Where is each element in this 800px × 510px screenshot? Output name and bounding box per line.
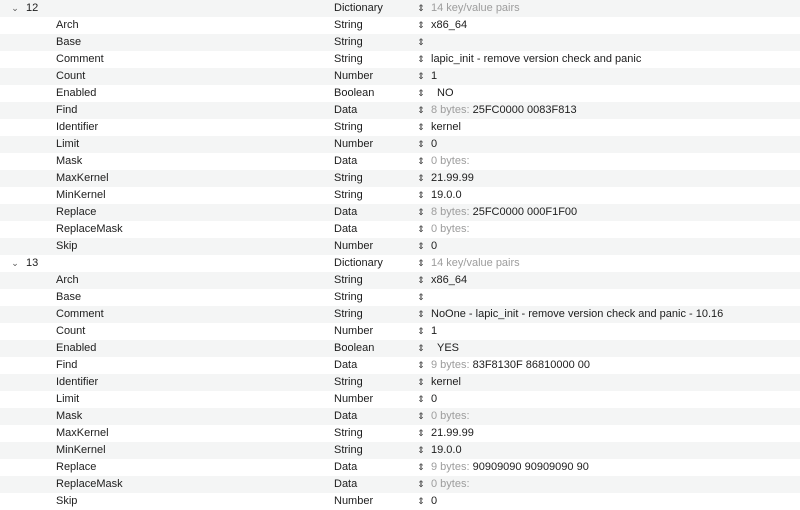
value-text: kernel bbox=[431, 121, 461, 133]
up-down-stepper-icon[interactable]: ⇕ bbox=[417, 292, 425, 302]
up-down-stepper-icon[interactable]: ⇕ bbox=[417, 394, 425, 404]
value-cell[interactable] bbox=[416, 272, 467, 289]
type-cell[interactable]: Number bbox=[334, 325, 374, 337]
key-cell[interactable] bbox=[0, 187, 106, 204]
entry-row[interactable] bbox=[0, 238, 800, 255]
value-cell[interactable] bbox=[416, 238, 437, 255]
value-summary: 14 key/value pairs bbox=[431, 2, 520, 14]
key-cell[interactable] bbox=[0, 34, 81, 51]
entry-row[interactable] bbox=[0, 17, 800, 34]
value-cell[interactable] bbox=[416, 170, 474, 187]
entry-row[interactable] bbox=[0, 136, 800, 153]
type-cell[interactable]: String bbox=[334, 308, 363, 320]
up-down-stepper-icon[interactable]: ⇕ bbox=[417, 445, 425, 455]
entry-row[interactable] bbox=[0, 442, 800, 459]
value-cell[interactable] bbox=[416, 102, 577, 119]
type-cell[interactable]: Data bbox=[334, 410, 358, 422]
type-cell[interactable]: Number bbox=[334, 495, 374, 507]
value-summary: 0 bytes: bbox=[431, 155, 470, 167]
value-cell[interactable] bbox=[416, 442, 462, 459]
entry-row[interactable] bbox=[0, 119, 800, 136]
entry-row[interactable] bbox=[0, 102, 800, 119]
up-down-stepper-icon[interactable]: ⇕ bbox=[417, 71, 425, 81]
key-cell[interactable] bbox=[0, 323, 85, 340]
up-down-stepper-icon[interactable]: ⇕ bbox=[417, 105, 425, 115]
up-down-stepper-icon[interactable]: ⇕ bbox=[417, 309, 425, 319]
value-text: 21.99.99 bbox=[431, 427, 474, 439]
type-cell[interactable]: String bbox=[334, 36, 363, 48]
disclosure-chevron-icon[interactable]: ⌄ bbox=[11, 258, 19, 268]
up-down-stepper-icon[interactable]: ⇕ bbox=[417, 360, 425, 370]
dictionary-row[interactable] bbox=[0, 0, 800, 17]
type-cell[interactable]: Number bbox=[334, 240, 374, 252]
up-down-stepper-icon[interactable]: ⇕ bbox=[417, 3, 425, 13]
type-cell[interactable]: String bbox=[334, 19, 363, 31]
up-down-stepper-icon[interactable]: ⇕ bbox=[417, 428, 425, 438]
entry-row[interactable] bbox=[0, 34, 800, 51]
key-cell[interactable] bbox=[0, 0, 38, 17]
type-cell[interactable]: String bbox=[334, 444, 363, 456]
entry-row[interactable] bbox=[0, 476, 800, 493]
up-down-stepper-icon[interactable]: ⇕ bbox=[417, 37, 425, 47]
type-cell[interactable]: Data bbox=[334, 155, 358, 167]
value-text: 25FC0000 000F1F00 bbox=[472, 206, 578, 218]
key-label: MinKernel bbox=[56, 189, 106, 201]
key-cell[interactable] bbox=[0, 255, 38, 272]
key-label: MinKernel bbox=[56, 444, 106, 456]
value-text: 25FC0000 0083F813 bbox=[472, 104, 577, 116]
entry-row[interactable] bbox=[0, 323, 800, 340]
key-label: Find bbox=[56, 104, 78, 116]
key-label: Base bbox=[56, 291, 82, 303]
value-cell[interactable] bbox=[416, 255, 520, 272]
key-label: Count bbox=[56, 325, 86, 337]
value-cell[interactable] bbox=[416, 340, 459, 357]
entry-row[interactable] bbox=[0, 85, 800, 102]
value-cell[interactable] bbox=[416, 204, 577, 221]
value-cell[interactable] bbox=[416, 408, 470, 425]
type-cell[interactable]: String bbox=[334, 427, 363, 439]
key-label: Mask bbox=[56, 410, 83, 422]
up-down-stepper-icon[interactable]: ⇕ bbox=[417, 54, 425, 64]
value-text: 19.0.0 bbox=[431, 189, 462, 201]
entry-row[interactable] bbox=[0, 340, 800, 357]
type-cell[interactable]: Data bbox=[334, 223, 358, 235]
entry-row[interactable] bbox=[0, 153, 800, 170]
type-cell[interactable]: String bbox=[334, 274, 363, 286]
entry-row[interactable] bbox=[0, 493, 800, 510]
disclosure-chevron-icon[interactable]: ⌄ bbox=[11, 3, 19, 13]
up-down-stepper-icon[interactable]: ⇕ bbox=[417, 190, 425, 200]
value-text: 90909090 90909090 90 bbox=[472, 461, 589, 473]
type-cell[interactable]: Data bbox=[334, 461, 358, 473]
key-label: Replace bbox=[56, 461, 97, 473]
value-cell[interactable] bbox=[416, 17, 467, 34]
up-down-stepper-icon[interactable]: ⇕ bbox=[417, 496, 425, 506]
type-cell[interactable]: Boolean bbox=[334, 342, 375, 354]
key-label: Arch bbox=[56, 274, 79, 286]
value-cell[interactable] bbox=[416, 306, 723, 323]
type-cell[interactable]: String bbox=[334, 53, 363, 65]
value-cell[interactable] bbox=[416, 459, 589, 476]
key-cell[interactable] bbox=[0, 238, 77, 255]
value-cell[interactable] bbox=[416, 357, 590, 374]
entry-row[interactable] bbox=[0, 170, 800, 187]
value-text: x86_64 bbox=[431, 19, 468, 31]
value-text: 0 bbox=[431, 138, 438, 150]
key-cell[interactable] bbox=[0, 68, 85, 85]
value-cell[interactable] bbox=[416, 136, 437, 153]
value-text: 0 bbox=[431, 240, 438, 252]
value-text: 83F8130F 86810000 00 bbox=[472, 359, 591, 371]
key-label: Skip bbox=[56, 240, 78, 252]
type-cell[interactable]: Data bbox=[334, 359, 358, 371]
key-label: Replace bbox=[56, 206, 97, 218]
value-text: 19.0.0 bbox=[431, 444, 462, 456]
key-label: Enabled bbox=[56, 87, 97, 99]
value-text: NO bbox=[437, 87, 454, 99]
type-cell[interactable]: Dictionary bbox=[334, 2, 383, 14]
key-label: MaxKernel bbox=[56, 172, 109, 184]
type-cell[interactable]: Data bbox=[334, 478, 358, 490]
up-down-stepper-icon[interactable]: ⇕ bbox=[417, 411, 425, 421]
key-label: Comment bbox=[56, 308, 104, 320]
value-summary: 9 bytes: bbox=[431, 359, 470, 371]
up-down-stepper-icon[interactable]: ⇕ bbox=[417, 20, 425, 30]
key-cell[interactable] bbox=[0, 51, 104, 68]
type-cell[interactable]: Boolean bbox=[334, 87, 375, 99]
type-cell[interactable]: Dictionary bbox=[334, 257, 383, 269]
entry-row[interactable] bbox=[0, 459, 800, 476]
entry-row[interactable] bbox=[0, 357, 800, 374]
value-text: 0 bbox=[431, 393, 438, 405]
up-down-stepper-icon[interactable]: ⇕ bbox=[417, 88, 425, 98]
value-cell[interactable] bbox=[416, 68, 437, 85]
type-cell[interactable]: String bbox=[334, 376, 363, 388]
up-down-stepper-icon[interactable]: ⇕ bbox=[417, 224, 425, 234]
entry-row[interactable] bbox=[0, 204, 800, 221]
value-cell[interactable] bbox=[416, 51, 641, 68]
up-down-stepper-icon[interactable]: ⇕ bbox=[417, 139, 425, 149]
type-cell[interactable]: String bbox=[334, 121, 363, 133]
key-cell[interactable] bbox=[0, 391, 79, 408]
entry-row[interactable] bbox=[0, 306, 800, 323]
entry-row[interactable] bbox=[0, 68, 800, 85]
key-cell[interactable] bbox=[0, 442, 106, 459]
value-cell[interactable] bbox=[416, 221, 470, 238]
key-label: Identifier bbox=[56, 121, 99, 133]
key-cell[interactable] bbox=[0, 289, 81, 306]
entry-row[interactable] bbox=[0, 374, 800, 391]
value-cell[interactable] bbox=[416, 34, 431, 51]
up-down-stepper-icon[interactable]: ⇕ bbox=[417, 173, 425, 183]
type-cell[interactable]: String bbox=[334, 172, 363, 184]
value-cell[interactable] bbox=[416, 323, 437, 340]
value-cell[interactable] bbox=[416, 85, 454, 102]
key-cell[interactable] bbox=[0, 221, 123, 238]
value-text: lapic_init - remove version check and panic bbox=[431, 53, 642, 65]
entry-row[interactable] bbox=[0, 187, 800, 204]
key-cell[interactable] bbox=[0, 459, 96, 476]
key-cell[interactable] bbox=[0, 476, 123, 493]
value-cell[interactable] bbox=[416, 153, 470, 170]
key-cell[interactable] bbox=[0, 136, 79, 153]
key-cell[interactable] bbox=[0, 306, 104, 323]
entry-row[interactable] bbox=[0, 391, 800, 408]
type-cell[interactable]: Number bbox=[334, 393, 374, 405]
value-cell[interactable] bbox=[416, 0, 520, 17]
key-label: Skip bbox=[56, 495, 78, 507]
dictionary-row[interactable] bbox=[0, 255, 800, 272]
key-label: Comment bbox=[56, 53, 104, 65]
key-cell[interactable] bbox=[0, 102, 77, 119]
key-label: 12 bbox=[26, 2, 39, 14]
value-summary: 0 bytes: bbox=[431, 223, 470, 235]
value-cell[interactable] bbox=[416, 289, 431, 306]
entry-row[interactable] bbox=[0, 425, 800, 442]
value-text: 1 bbox=[431, 70, 438, 82]
value-summary: 9 bytes: bbox=[431, 461, 470, 473]
key-label: Find bbox=[56, 359, 78, 371]
key-label: Limit bbox=[56, 138, 80, 150]
value-cell[interactable] bbox=[416, 391, 437, 408]
value-text: 0 bbox=[431, 495, 438, 507]
up-down-stepper-icon[interactable]: ⇕ bbox=[417, 241, 425, 251]
key-cell[interactable] bbox=[0, 408, 82, 425]
key-label: 13 bbox=[26, 257, 39, 269]
type-cell[interactable]: String bbox=[334, 189, 363, 201]
key-label: ReplaceMask bbox=[56, 223, 123, 235]
entry-row[interactable] bbox=[0, 272, 800, 289]
type-cell[interactable]: String bbox=[334, 291, 363, 303]
up-down-stepper-icon[interactable]: ⇕ bbox=[417, 275, 425, 285]
key-cell[interactable] bbox=[0, 170, 109, 187]
up-down-stepper-icon[interactable]: ⇕ bbox=[417, 122, 425, 132]
key-cell[interactable] bbox=[0, 153, 82, 170]
key-cell[interactable] bbox=[0, 119, 98, 136]
key-label: Count bbox=[56, 70, 86, 82]
entry-row[interactable] bbox=[0, 51, 800, 68]
key-label: Limit bbox=[56, 393, 80, 405]
key-cell[interactable] bbox=[0, 17, 79, 34]
up-down-stepper-icon[interactable]: ⇕ bbox=[417, 156, 425, 166]
value-text: x86_64 bbox=[431, 274, 468, 286]
entry-row[interactable] bbox=[0, 221, 800, 238]
key-cell[interactable] bbox=[0, 204, 96, 221]
value-text: 1 bbox=[431, 325, 438, 337]
value-cell[interactable] bbox=[416, 119, 461, 136]
value-cell[interactable] bbox=[416, 374, 461, 391]
up-down-stepper-icon[interactable]: ⇕ bbox=[417, 343, 425, 353]
up-down-stepper-icon[interactable]: ⇕ bbox=[417, 462, 425, 472]
value-summary: 0 bytes: bbox=[431, 410, 470, 422]
key-cell[interactable] bbox=[0, 493, 77, 510]
up-down-stepper-icon[interactable]: ⇕ bbox=[417, 326, 425, 336]
type-cell[interactable]: Number bbox=[334, 138, 374, 150]
key-label: MaxKernel bbox=[56, 427, 109, 439]
entry-row[interactable] bbox=[0, 289, 800, 306]
type-cell[interactable]: Number bbox=[334, 70, 374, 82]
value-text: kernel bbox=[431, 376, 461, 388]
key-label: Identifier bbox=[56, 376, 99, 388]
key-label: Arch bbox=[56, 19, 79, 31]
value-cell[interactable] bbox=[416, 476, 470, 493]
up-down-stepper-icon[interactable]: ⇕ bbox=[417, 479, 425, 489]
value-text: 21.99.99 bbox=[431, 172, 474, 184]
value-cell[interactable] bbox=[416, 187, 462, 204]
value-text: NoOne - lapic_init - remove version check and panic - 10.16 bbox=[431, 308, 724, 320]
value-summary: 0 bytes: bbox=[431, 478, 470, 490]
key-cell[interactable] bbox=[0, 85, 96, 102]
up-down-stepper-icon[interactable]: ⇕ bbox=[417, 258, 425, 268]
key-label: Mask bbox=[56, 155, 83, 167]
value-cell[interactable] bbox=[416, 493, 437, 510]
key-label: Enabled bbox=[56, 342, 97, 354]
key-cell[interactable] bbox=[0, 357, 77, 374]
value-text: YES bbox=[437, 342, 460, 354]
key-cell[interactable] bbox=[0, 425, 109, 442]
type-cell[interactable]: Data bbox=[334, 206, 358, 218]
entry-row[interactable] bbox=[0, 408, 800, 425]
up-down-stepper-icon[interactable]: ⇕ bbox=[417, 207, 425, 217]
key-cell[interactable] bbox=[0, 374, 98, 391]
up-down-stepper-icon[interactable]: ⇕ bbox=[417, 377, 425, 387]
value-cell[interactable] bbox=[416, 425, 474, 442]
key-cell[interactable] bbox=[0, 340, 96, 357]
key-label: Base bbox=[56, 36, 82, 48]
key-label: ReplaceMask bbox=[56, 478, 123, 490]
value-summary: 8 bytes: bbox=[431, 206, 470, 218]
key-cell[interactable] bbox=[0, 272, 79, 289]
value-summary: 8 bytes: bbox=[431, 104, 470, 116]
value-summary: 14 key/value pairs bbox=[431, 257, 520, 269]
type-cell[interactable]: Data bbox=[334, 104, 358, 116]
